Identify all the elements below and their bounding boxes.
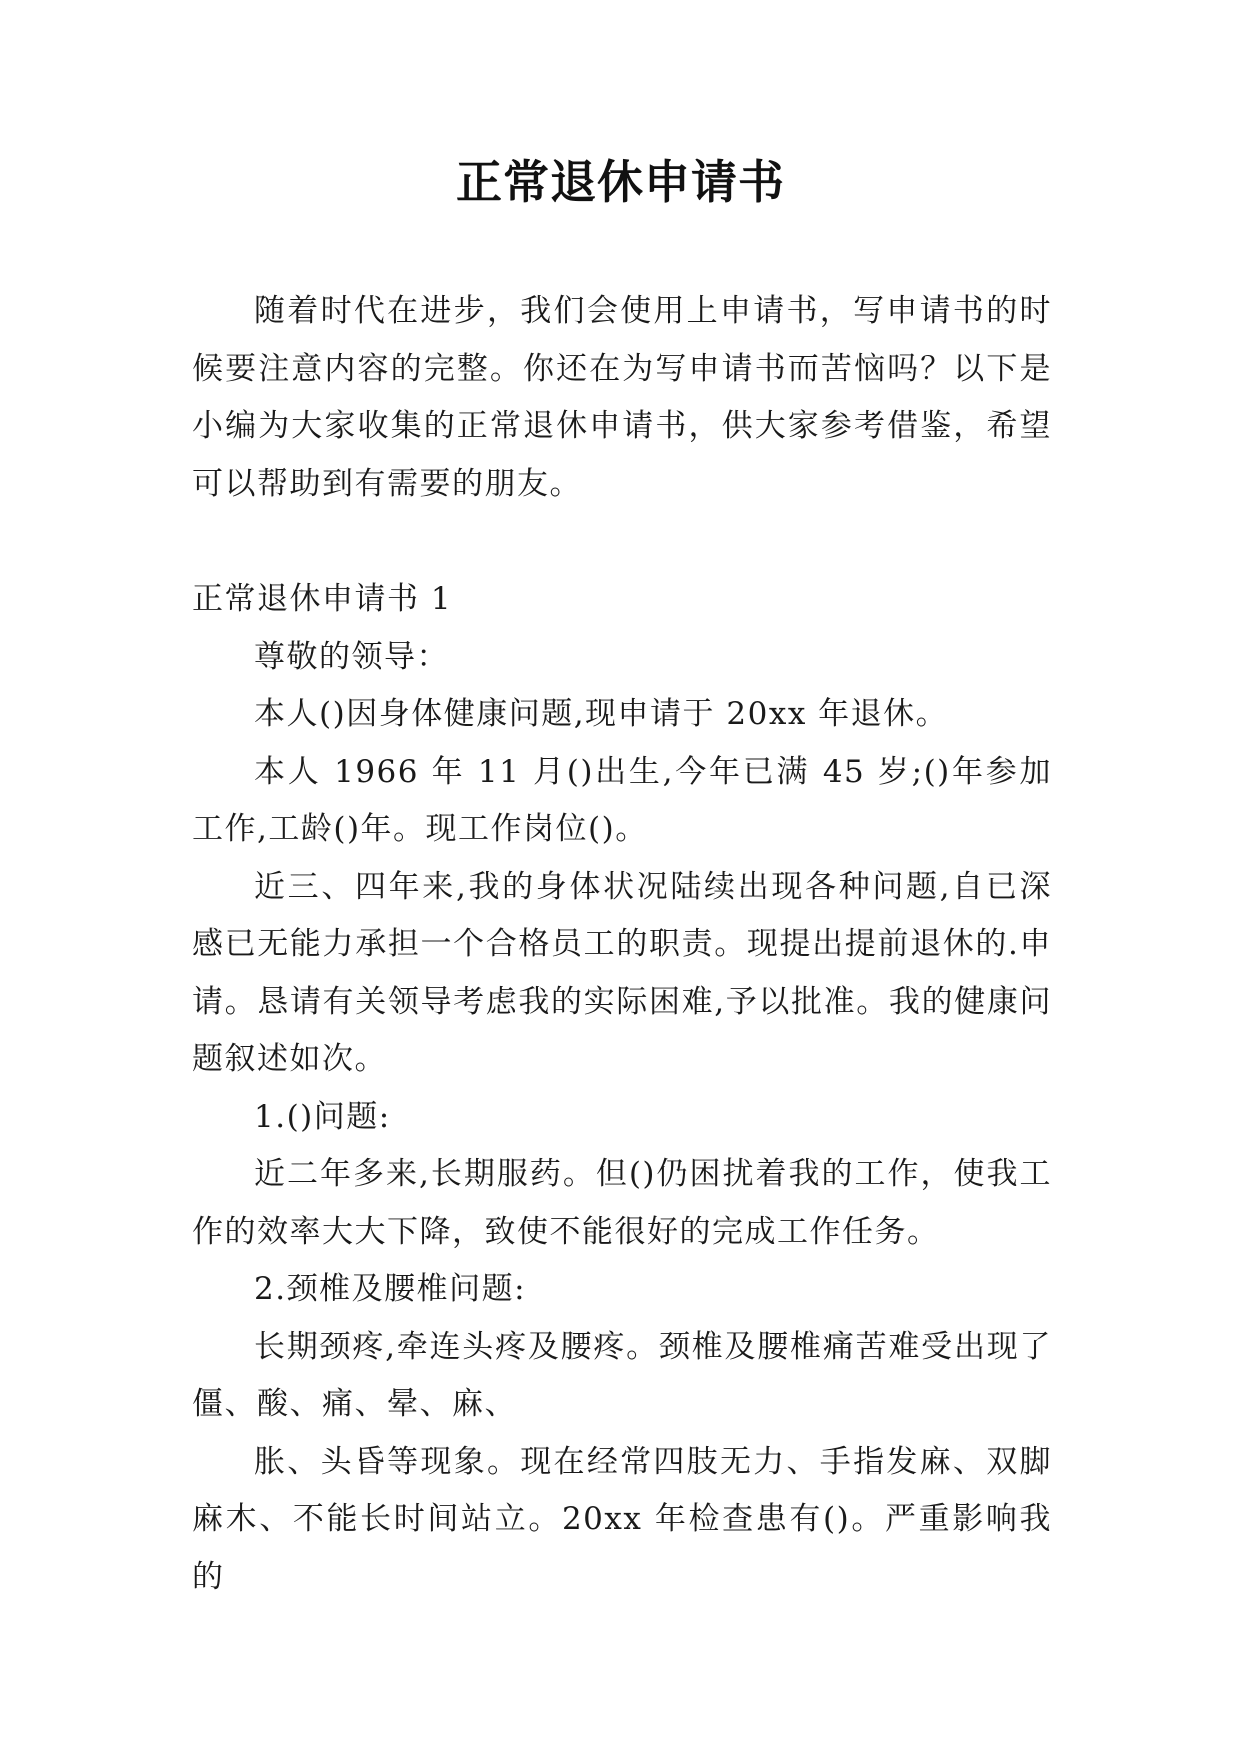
- document-title: 正常退休申请书: [456, 155, 785, 209]
- paragraph-spacer: [192, 513, 1052, 571]
- list-heading: 2.颈椎及腰椎问题:: [254, 1271, 527, 1307]
- salutation: 尊敬的领导：: [254, 638, 449, 675]
- list-heading: 1.()问题:: [254, 1098, 391, 1135]
- body-paragraph: 长期颈疼,牵连头疼及腰疼。颈椎及腰椎痛苦难受出现了僵、酸、痛、晕、麻、: [192, 1328, 1052, 1422]
- body-paragraph: 近三、四年来,我的身体状况陆续出现各种问题,自已深感已无能力承担一个合格员工的职责。现提出提前退休的.申请。恳请有关领导考虑我的实际困难,予以批准。我的健康问题叙述如次。: [192, 868, 1052, 1077]
- body-paragraph: 近二年多来,长期服药。但()仍困扰着我的工作，使我工作的效率大大下降，致使不能很好的完成工作任务。: [192, 1156, 1052, 1250]
- section-heading: 正常退休申请书 1: [192, 581, 453, 617]
- document-body: [192, 283, 1052, 1606]
- body-paragraph: 胀、头昏等现象。现在经常四肢无力、手指发麻、双脚麻木、不能长时间站立。20xx 年检查患有()。严重影响我的: [192, 1443, 1052, 1595]
- body-paragraph: 本人 1966 年 11 月()出生,今年已满 45 岁;()年参加工作,工龄()年。现工作岗位()。: [192, 753, 1052, 847]
- intro-paragraph: 随着时代在进步，我们会使用上申请书，写申请书的时候要注意内容的完整。你还在为写申请书而苦恼吗？以下是小编为大家收集的正常退休申请书，供大家参考借鉴，希望可以帮助到有需要的朋友。: [192, 293, 1052, 502]
- body-paragraph: 本人()因身体健康问题,现申请于 20xx 年退休。: [254, 696, 949, 732]
